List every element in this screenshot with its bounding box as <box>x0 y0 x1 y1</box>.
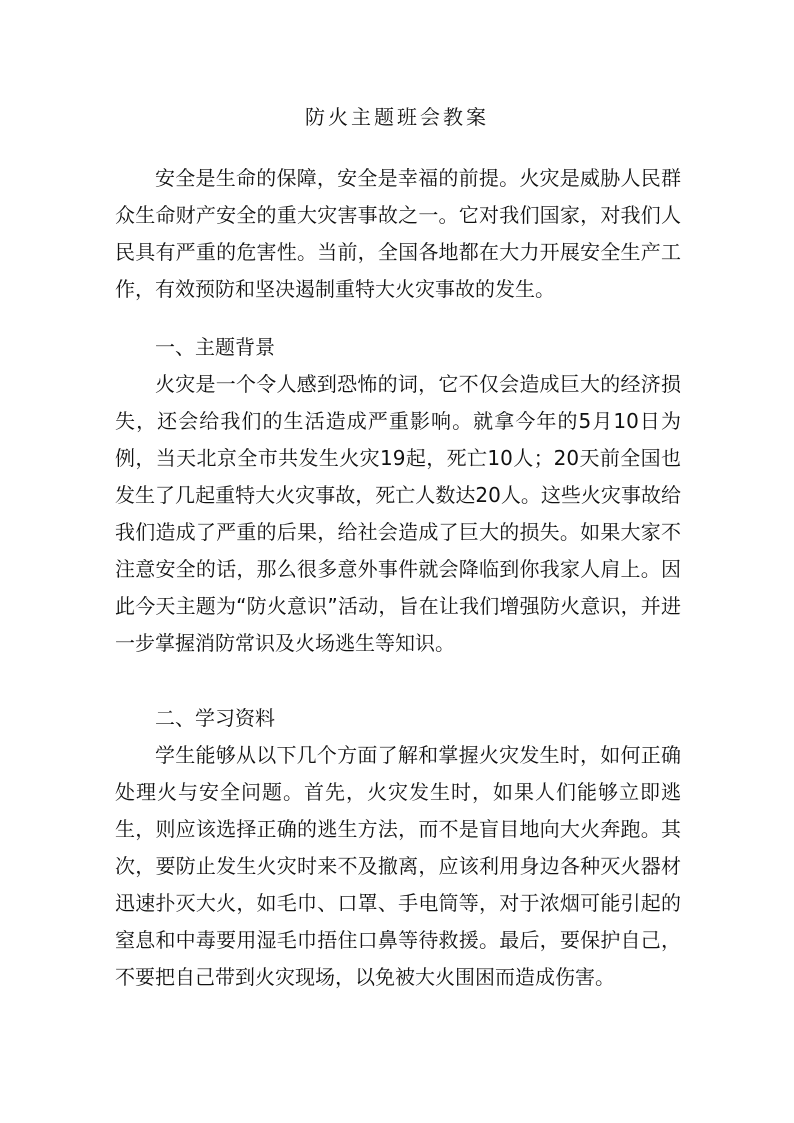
section-heading-background: 一、主题背景 <box>155 335 275 359</box>
section-heading-materials: 二、学习资料 <box>155 706 275 730</box>
section-body-background: 火灾是一个令人感到恐怖的词，它不仅会造成巨大的经济损失，还会给我们的生活造成严重影响。就拿今年的5月10日为例，当天北京全市共发生火灾19起，死亡10人；20天前全国也发生了几起重特大火灾事故，死亡人数达20人。这些火灾事故给我们造成了严重的后果，给社会造成了巨大的损失。如果大家不注意安全的话，那么很多意外事件就会降临到你我家人肩上。因此今天主题为“防火意识”活动，旨在让我们增强防火意识，并进一步掌握消防常识及火场逃生等知识。 <box>115 372 681 655</box>
intro-paragraph: 安全是生命的保障，安全是幸福的前提。火灾是威胁人民群众生命财产安全的重大灾害事故之一。它对我们国家，对我们人民具有严重的危害性。当前，全国各地都在大力开展安全生产工作，有效预防和坚决遏制重特大火灾事故的发生。 <box>115 166 681 301</box>
document-title: 防火主题班会教案 <box>305 105 489 129</box>
section-body-materials: 学生能够从以下几个方面了解和掌握火灾发生时，如何正确处理火与安全问题。首先，火灾发生时，如果人们能够立即逃生，则应该选择正确的逃生方法，而不是盲目地向大火奔跑。其次，要防止发生火灾时来不及撤离，应该利用身边各种灭火器材迅速扑灭大火，如毛巾、口罩、手电筒等，对于浓烟可能引起的窒息和中毒要用湿毛巾捂住口鼻等待救援。最后，要保护自己，不要把自己带到火灾现场，以免被大火围困而造成伤害。 <box>115 743 681 989</box>
